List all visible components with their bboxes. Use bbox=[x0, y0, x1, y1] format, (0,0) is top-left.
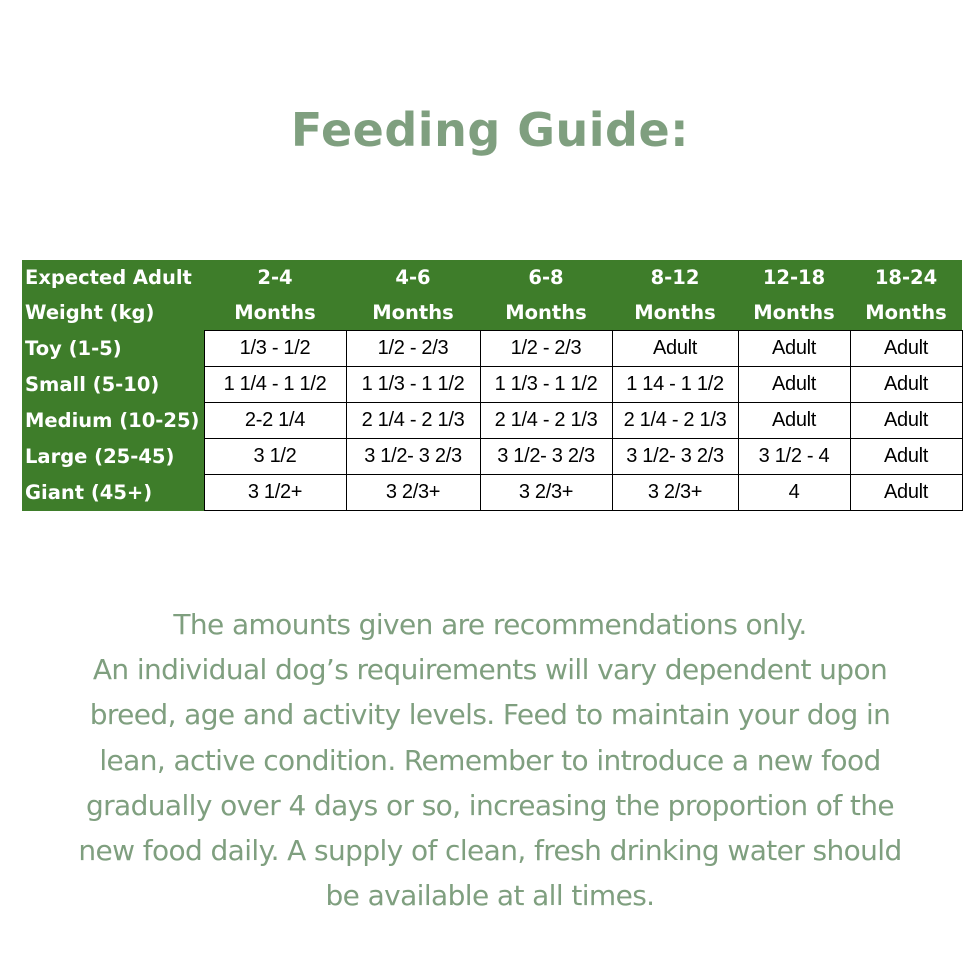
header-cell: Months bbox=[346, 295, 480, 331]
table-cell: 3 1/2- 3 2/3 bbox=[346, 439, 480, 475]
table-cell: 3 1/2+ bbox=[204, 475, 346, 511]
header-cell: Expected Adult bbox=[22, 260, 204, 295]
header-cell: 8-12 bbox=[612, 260, 738, 295]
header-cell: 2-4 bbox=[204, 260, 346, 295]
table-cell: 2 1/4 - 2 1/3 bbox=[480, 403, 612, 439]
table-cell: 2-2 1/4 bbox=[204, 403, 346, 439]
table-row bbox=[22, 475, 962, 511]
header-cell: 12-18 bbox=[738, 260, 850, 295]
header-cell: 18-24 bbox=[850, 260, 962, 295]
header-cell: Weight (kg) bbox=[22, 295, 204, 331]
table-cell: Adult bbox=[850, 331, 962, 367]
feeding-guide-table bbox=[22, 260, 963, 511]
table-cell: 3 1/2- 3 2/3 bbox=[480, 439, 612, 475]
table-cell: 1/3 - 1/2 bbox=[204, 331, 346, 367]
table-cell: 1 1/4 - 1 1/2 bbox=[204, 367, 346, 403]
row-label: Toy (1-5) bbox=[22, 331, 204, 367]
table-cell: 3 2/3+ bbox=[346, 475, 480, 511]
page-title: Feeding Guide: bbox=[290, 103, 690, 157]
row-label: Large (25-45) bbox=[22, 439, 204, 475]
table-cell: 2 1/4 - 2 1/3 bbox=[612, 403, 738, 439]
note-line: new food daily. A supply of clean, fresh drinking water should bbox=[78, 834, 902, 868]
feeding-note bbox=[0, 602, 980, 918]
note-line: be available at all times. bbox=[325, 879, 655, 913]
header-cell: 4-6 bbox=[346, 260, 480, 295]
header-row-1 bbox=[22, 260, 962, 295]
row-label: Medium (10-25) bbox=[22, 403, 204, 439]
table-cell: 1/2 - 2/3 bbox=[346, 331, 480, 367]
table-cell: Adult bbox=[850, 367, 962, 403]
table-cell: 3 1/2 - 4 bbox=[738, 439, 850, 475]
note-line: lean, active condition. Remember to introduce a new food bbox=[99, 743, 881, 777]
header-cell: Months bbox=[738, 295, 850, 331]
table-cell: 3 2/3+ bbox=[480, 475, 612, 511]
table-cell: 2 1/4 - 2 1/3 bbox=[346, 403, 480, 439]
table-cell: Adult bbox=[612, 331, 738, 367]
table-cell: 3 1/2- 3 2/3 bbox=[612, 439, 738, 475]
table-cell: 1/2 - 2/3 bbox=[480, 331, 612, 367]
row-label: Small (5-10) bbox=[22, 367, 204, 403]
table-cell: 1 1/3 - 1 1/2 bbox=[346, 367, 480, 403]
table-cell: Adult bbox=[850, 439, 962, 475]
table-cell: 1 1/3 - 1 1/2 bbox=[480, 367, 612, 403]
table-cell: Adult bbox=[850, 475, 962, 511]
table-row bbox=[22, 439, 962, 475]
table-cell: Adult bbox=[850, 403, 962, 439]
table-cell: 3 2/3+ bbox=[612, 475, 738, 511]
table-cell: Adult bbox=[738, 367, 850, 403]
header-cell: Months bbox=[204, 295, 346, 331]
row-label: Giant (45+) bbox=[22, 475, 204, 511]
note-line: An individual dog’s requirements will vary dependent upon bbox=[92, 653, 888, 687]
header-cell: Months bbox=[850, 295, 962, 331]
note-line: breed, age and activity levels. Feed to maintain your dog in bbox=[89, 698, 891, 732]
header-cell: 6-8 bbox=[480, 260, 612, 295]
table-cell: 3 1/2 bbox=[204, 439, 346, 475]
header-row-2 bbox=[22, 295, 962, 331]
table-cell: 1 14 - 1 1/2 bbox=[612, 367, 738, 403]
note-line: gradually over 4 days or so, increasing the proportion of the bbox=[85, 788, 895, 822]
table-row bbox=[22, 331, 962, 367]
header-cell: Months bbox=[480, 295, 612, 331]
table-cell: Adult bbox=[738, 331, 850, 367]
table-row bbox=[22, 367, 962, 403]
header-cell: Months bbox=[612, 295, 738, 331]
table-cell: Adult bbox=[738, 403, 850, 439]
table-cell: 4 bbox=[738, 475, 850, 511]
table-row bbox=[22, 403, 962, 439]
note-line: The amounts given are recommendations only. bbox=[173, 608, 807, 641]
